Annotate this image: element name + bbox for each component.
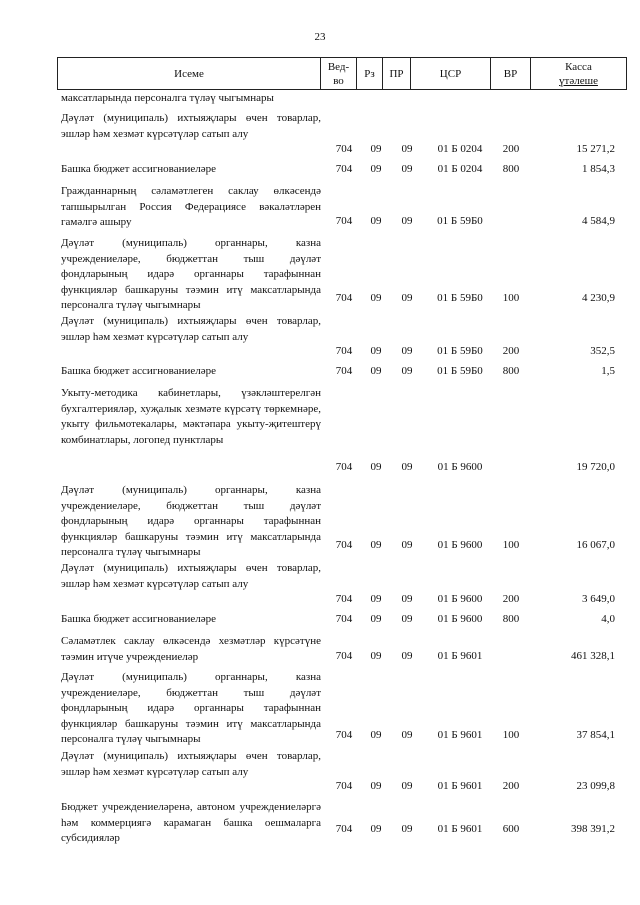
row-sum: 16 067,0 bbox=[576, 539, 615, 551]
row-pr: 09 bbox=[401, 345, 413, 357]
row-name: Дәүләт (муниципаль) органнары, казна учреждениеләре, бюджеттан тыш дәүләт фондларының идарә органнары тарафыннан функцияләр башкаруны тәэмин итү максатларында персоналга түләү чыгымнары bbox=[61, 671, 321, 745]
row-vr: 800 bbox=[502, 163, 520, 175]
row-csr: 01 Б 0204 bbox=[437, 163, 483, 175]
row-name: Гражданнарның сәламәтлеген саклау өлкәсендә тапшырылган Россия Федерациясе вәкаләтләрен гамәлгә ашыру bbox=[61, 185, 321, 228]
row-name: Дәүләт (муниципаль) ихтыяҗлары өчен товарлар, эшләр һәм хезмәт күрсәтүләр сатып алу bbox=[61, 750, 321, 778]
row-csr: 01 Б 9601 bbox=[437, 650, 483, 662]
row-name: Башка бюджет ассигнованиеләре bbox=[61, 613, 216, 625]
row-csr: 01 Б 9600 bbox=[437, 593, 483, 605]
row-sum: 23 099,8 bbox=[576, 780, 615, 792]
header-name-label: Исеме bbox=[174, 67, 204, 80]
row-csr: 01 Б 9600 bbox=[437, 461, 483, 473]
header-pr bbox=[383, 58, 411, 89]
row-pr: 09 bbox=[401, 823, 413, 835]
row-ved: 704 bbox=[335, 780, 353, 792]
row-name: Бюджет учреждениеләренә, автоном учреждениеләргә һәм коммерциягә карамаган башка оешмаларга субсидияләр bbox=[61, 801, 321, 844]
header-kassa-label: Касса bbox=[565, 60, 592, 73]
row-pr: 09 bbox=[401, 215, 413, 227]
header-name bbox=[58, 58, 321, 89]
row-pr: 09 bbox=[401, 365, 413, 377]
row-ved: 704 bbox=[335, 143, 353, 155]
header-ved bbox=[321, 58, 357, 89]
row-vr: 800 bbox=[502, 613, 520, 625]
row-csr: 01 Б 0204 bbox=[437, 143, 483, 155]
row-name: Укыту-методика кабинетлары, үзәкләштерелгән бухгалтерияләр, хуҗалык хезмәте күрсәтү төркемнәре, укыту фильмотекалары, мәктәпара укыту-җитештерү комбинатлары, логопед пунктлары bbox=[61, 387, 321, 446]
row-name: Дәүләт (муниципаль) ихтыяҗлары өчен товарлар, эшләр һәм хезмәт күрсәтүләр сатып алу bbox=[61, 562, 321, 590]
header-rz bbox=[357, 58, 383, 89]
row-name: Дәүләт (муниципаль) органнары, казна учреждениеләре, бюджеттан тыш дәүләт фондларының идарә органнары тарафыннан функцияләр башкаруны тәэмин итү максатларында персоналга түләү чыгымнары bbox=[61, 484, 321, 558]
row-rz: 09 bbox=[370, 539, 382, 551]
row-csr: 01 Б 9600 bbox=[437, 539, 483, 551]
row-rz: 09 bbox=[370, 780, 382, 792]
header-vr-label: ВР bbox=[503, 67, 518, 80]
header-ved-label: Вед- во bbox=[327, 60, 350, 87]
row-sum: 4 230,9 bbox=[582, 292, 615, 304]
row-rz: 09 bbox=[370, 215, 382, 227]
row-ved: 704 bbox=[335, 823, 353, 835]
header-vr bbox=[491, 58, 531, 89]
row-vr: 600 bbox=[502, 823, 520, 835]
header-rz-label: Рз bbox=[364, 67, 375, 80]
row-csr: 01 Б 9601 bbox=[437, 823, 483, 835]
row-ved: 704 bbox=[335, 365, 353, 377]
row-csr: 01 Б 59Б0 bbox=[437, 345, 483, 357]
row-pr: 09 bbox=[401, 143, 413, 155]
row-csr: 01 Б 59Б0 bbox=[437, 292, 483, 304]
row-csr: 01 Б 9601 bbox=[437, 729, 483, 741]
row-rz: 09 bbox=[370, 163, 382, 175]
row-vr: 100 bbox=[502, 539, 520, 551]
row-pr: 09 bbox=[401, 292, 413, 304]
page-number: 23 bbox=[314, 31, 326, 43]
row-vr: 200 bbox=[502, 593, 520, 605]
row-ved: 704 bbox=[335, 215, 353, 227]
continuation-text: максатларында персоналга түләү чыгымнары bbox=[61, 92, 274, 104]
row-sum: 3 649,0 bbox=[582, 593, 615, 605]
row-rz: 09 bbox=[370, 650, 382, 662]
row-csr: 01 Б 59Б0 bbox=[437, 215, 483, 227]
row-pr: 09 bbox=[401, 729, 413, 741]
row-ved: 704 bbox=[335, 292, 353, 304]
row-name: Башка бюджет ассигнованиеләре bbox=[61, 163, 216, 175]
row-name: Дәүләт (муниципаль) органнары, казна учреждениеләре, бюджеттан тыш дәүләт фондларының идарә органнары тарафыннан функцияләр башкаруны тәэмин итү максатларында персоналга түләү чыгымнары bbox=[61, 237, 321, 311]
row-name: Дәүләт (муниципаль) ихтыяҗлары өчен товарлар, эшләр һәм хезмәт күрсәтүләр сатып алу bbox=[61, 112, 321, 140]
row-sum: 461 328,1 bbox=[571, 650, 615, 662]
row-pr: 09 bbox=[401, 461, 413, 473]
row-sum: 398 391,2 bbox=[571, 823, 615, 835]
row-ved: 704 bbox=[335, 593, 353, 605]
row-pr: 09 bbox=[401, 613, 413, 625]
row-vr: 800 bbox=[502, 365, 520, 377]
row-rz: 09 bbox=[370, 461, 382, 473]
row-rz: 09 bbox=[370, 292, 382, 304]
row-sum: 1 854,3 bbox=[582, 163, 615, 175]
row-vr: 100 bbox=[502, 729, 520, 741]
row-sum: 352,5 bbox=[590, 345, 615, 357]
header-utelesh-label: үтәлеше bbox=[559, 74, 598, 87]
row-vr: 200 bbox=[502, 780, 520, 792]
row-rz: 09 bbox=[370, 823, 382, 835]
row-ved: 704 bbox=[335, 539, 353, 551]
row-sum: 19 720,0 bbox=[576, 461, 615, 473]
row-pr: 09 bbox=[401, 780, 413, 792]
row-sum: 1,5 bbox=[601, 365, 615, 377]
header-pr-label: ПР bbox=[389, 67, 404, 80]
row-rz: 09 bbox=[370, 613, 382, 625]
row-csr: 01 Б 9600 bbox=[437, 613, 483, 625]
row-sum: 4,0 bbox=[601, 613, 615, 625]
row-csr: 01 Б 9601 bbox=[437, 780, 483, 792]
table-header bbox=[57, 57, 627, 90]
row-rz: 09 bbox=[370, 345, 382, 357]
header-kassa bbox=[531, 58, 626, 89]
row-rz: 09 bbox=[370, 143, 382, 155]
row-pr: 09 bbox=[401, 593, 413, 605]
row-vr: 200 bbox=[502, 143, 520, 155]
row-rz: 09 bbox=[370, 729, 382, 741]
row-ved: 704 bbox=[335, 163, 353, 175]
row-ved: 704 bbox=[335, 650, 353, 662]
row-pr: 09 bbox=[401, 650, 413, 662]
header-csr-label: ЦСР bbox=[439, 67, 462, 80]
row-ved: 704 bbox=[335, 461, 353, 473]
row-ved: 704 bbox=[335, 345, 353, 357]
row-pr: 09 bbox=[401, 163, 413, 175]
row-sum: 4 584,9 bbox=[582, 215, 615, 227]
row-vr: 200 bbox=[502, 345, 520, 357]
row-name: Дәүләт (муниципаль) ихтыяҗлары өчен товарлар, эшләр һәм хезмәт күрсәтүләр сатып алу bbox=[61, 315, 321, 343]
row-rz: 09 bbox=[370, 593, 382, 605]
row-pr: 09 bbox=[401, 539, 413, 551]
row-name: Башка бюджет ассигнованиеләре bbox=[61, 365, 216, 377]
row-vr: 100 bbox=[502, 292, 520, 304]
row-ved: 704 bbox=[335, 729, 353, 741]
row-sum: 37 854,1 bbox=[576, 729, 615, 741]
header-csr bbox=[411, 58, 491, 89]
row-name: Сәламәтлек саклау өлкәсендә хезмәтләр күрсәтүне тәэмин итүче учреждениеләр bbox=[61, 635, 321, 663]
row-csr: 01 Б 59Б0 bbox=[437, 365, 483, 377]
row-sum: 15 271,2 bbox=[576, 143, 615, 155]
row-ved: 704 bbox=[335, 613, 353, 625]
row-rz: 09 bbox=[370, 365, 382, 377]
